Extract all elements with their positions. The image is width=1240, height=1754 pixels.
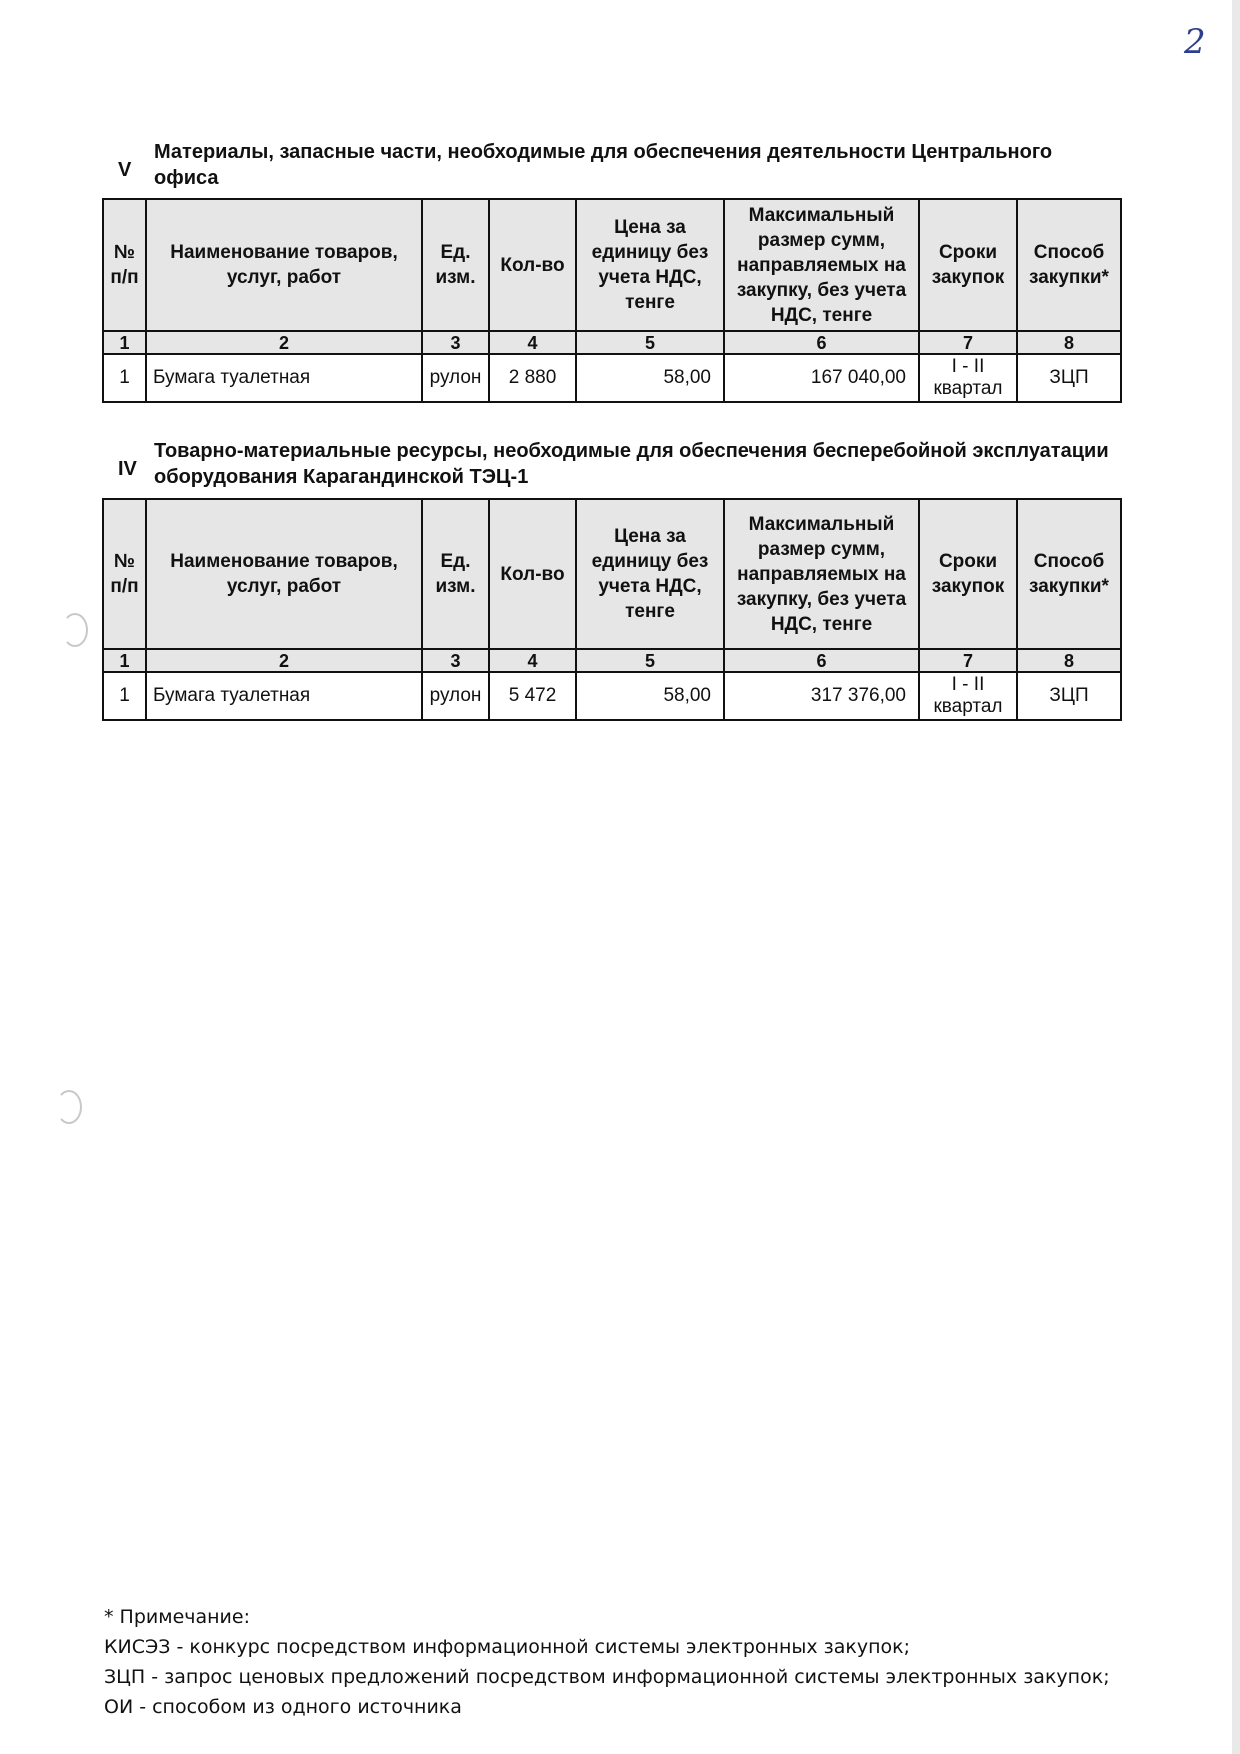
cell-no: 1 bbox=[103, 354, 146, 402]
section-v bbox=[102, 139, 1120, 403]
table-header-row bbox=[103, 199, 1121, 331]
section-heading bbox=[102, 438, 1120, 498]
period-unit: квартал bbox=[933, 696, 1003, 717]
section-heading bbox=[102, 139, 1120, 198]
header-no: № п/п bbox=[103, 499, 146, 649]
cell-max-sum: 317 376,00 bbox=[724, 672, 919, 720]
column-number: 5 bbox=[576, 331, 724, 354]
table-row bbox=[103, 354, 1121, 402]
footnote-heading: * Примечание: bbox=[104, 1606, 250, 1628]
cell-name: Бумага туалетная bbox=[146, 354, 422, 402]
column-number: 1 bbox=[103, 331, 146, 354]
footnote-line: ЗЦП - запрос ценовых предложений посредством информационной системы электронных закупок; bbox=[104, 1666, 1110, 1688]
procurement-table bbox=[102, 198, 1122, 403]
cell-unit: рулон bbox=[422, 354, 489, 402]
punch-hole bbox=[62, 613, 88, 647]
header-method: Способ закупки* bbox=[1017, 499, 1121, 649]
column-number: 8 bbox=[1017, 331, 1121, 354]
header-period: Сроки закупок bbox=[919, 199, 1017, 331]
header-qty: Кол-во bbox=[489, 499, 576, 649]
footnote-line: КИСЭЗ - конкурс посредством информационной системы электронных закупок; bbox=[104, 1636, 911, 1658]
cell-name: Бумага туалетная bbox=[146, 672, 422, 720]
column-number: 2 bbox=[146, 331, 422, 354]
section-title: Товарно-материальные ресурсы, необходимые для обеспечения бесперебойной эксплуатации оборудования Карагандинской ТЭЦ-1 bbox=[154, 440, 1109, 488]
header-no: № п/п bbox=[103, 199, 146, 331]
cell-max-sum: 167 040,00 bbox=[724, 354, 919, 402]
table-header-row bbox=[103, 499, 1121, 649]
cell-qty: 5 472 bbox=[489, 672, 576, 720]
column-number-row bbox=[103, 649, 1121, 672]
cell-period bbox=[919, 354, 1017, 402]
column-number: 4 bbox=[489, 649, 576, 672]
column-number-row bbox=[103, 331, 1121, 354]
header-qty: Кол-во bbox=[489, 199, 576, 331]
header-max-sum: Максимальный размер сумм, направляемых на закупку, без учета НДС, тенге bbox=[724, 499, 919, 649]
column-number: 1 bbox=[103, 649, 146, 672]
column-number: 6 bbox=[724, 331, 919, 354]
column-number: 3 bbox=[422, 649, 489, 672]
header-max-sum: Максимальный размер сумм, направляемых на закупку, без учета НДС, тенге bbox=[724, 199, 919, 331]
cell-no: 1 bbox=[103, 672, 146, 720]
handwritten-page-number: 2 bbox=[1184, 22, 1206, 62]
column-number: 4 bbox=[489, 331, 576, 354]
header-price: Цена за единицу без учета НДС, тенге bbox=[576, 199, 724, 331]
section-number: V bbox=[118, 159, 132, 181]
header-name: Наименование товаров, услуг, работ bbox=[146, 199, 422, 331]
column-number: 7 bbox=[919, 331, 1017, 354]
header-period: Сроки закупок bbox=[919, 499, 1017, 649]
header-name: Наименование товаров, услуг, работ bbox=[146, 499, 422, 649]
table-row bbox=[103, 672, 1121, 720]
header-unit: Ед. изм. bbox=[422, 199, 489, 331]
header-price: Цена за единицу без учета НДС, тенге bbox=[576, 499, 724, 649]
footnote bbox=[104, 1602, 1110, 1722]
cell-method: ЗЦП bbox=[1017, 672, 1121, 720]
header-unit: Ед. изм. bbox=[422, 499, 489, 649]
cell-period bbox=[919, 672, 1017, 720]
punch-hole bbox=[56, 1090, 82, 1124]
period-unit: квартал bbox=[933, 378, 1003, 399]
cell-price: 58,00 bbox=[576, 354, 724, 402]
section-number: IV bbox=[118, 458, 137, 480]
header-method: Способ закупки* bbox=[1017, 199, 1121, 331]
cell-unit: рулон bbox=[422, 672, 489, 720]
column-number: 3 bbox=[422, 331, 489, 354]
cell-method: ЗЦП bbox=[1017, 354, 1121, 402]
column-number: 6 bbox=[724, 649, 919, 672]
scan-edge bbox=[1232, 0, 1240, 1754]
footnote-line: ОИ - способом из одного источника bbox=[104, 1696, 462, 1718]
section-iv bbox=[102, 438, 1120, 721]
section-title: Материалы, запасные части, необходимые для обеспечения деятельности Центрального офиса bbox=[154, 141, 1053, 189]
column-number: 2 bbox=[146, 649, 422, 672]
cell-qty: 2 880 bbox=[489, 354, 576, 402]
cell-price: 58,00 bbox=[576, 672, 724, 720]
procurement-table bbox=[102, 498, 1122, 721]
period-quarters: I - II bbox=[951, 674, 985, 695]
column-number: 7 bbox=[919, 649, 1017, 672]
period-quarters: I - II bbox=[951, 356, 985, 377]
column-number: 8 bbox=[1017, 649, 1121, 672]
column-number: 5 bbox=[576, 649, 724, 672]
